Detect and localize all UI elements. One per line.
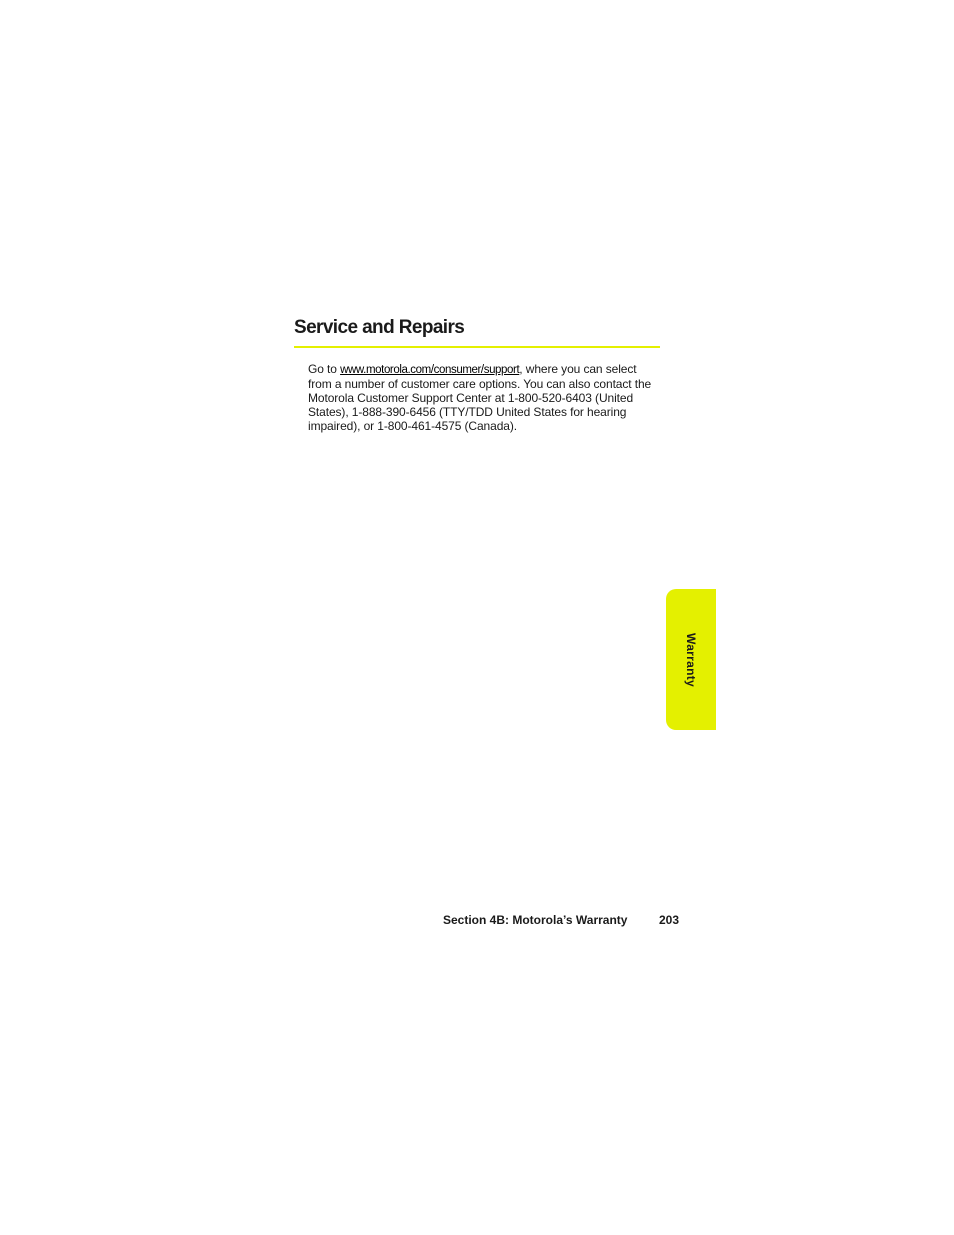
- body-paragraph: [308, 362, 660, 433]
- footer-section-label: Section 4B: Motorola’s Warranty: [443, 913, 628, 927]
- side-tab-label: Warranty: [684, 632, 698, 687]
- section-side-tab: [666, 589, 716, 730]
- paragraph-suffix: , where you can select from a number of customer care options. You can also contact the Motorola Customer Support Center at 1-800-520-6403 (United States), 1-888-390-6456 (TTY/TDD United States for hearing impaired), or 1-800-461-4575 (Canada).: [308, 362, 652, 433]
- support-link[interactable]: www.motorola.com/consumer/support: [340, 364, 520, 376]
- page-number: 203: [659, 913, 680, 927]
- section-heading: Service and Repairs: [294, 314, 660, 348]
- paragraph-prefix: Go to: [308, 362, 341, 376]
